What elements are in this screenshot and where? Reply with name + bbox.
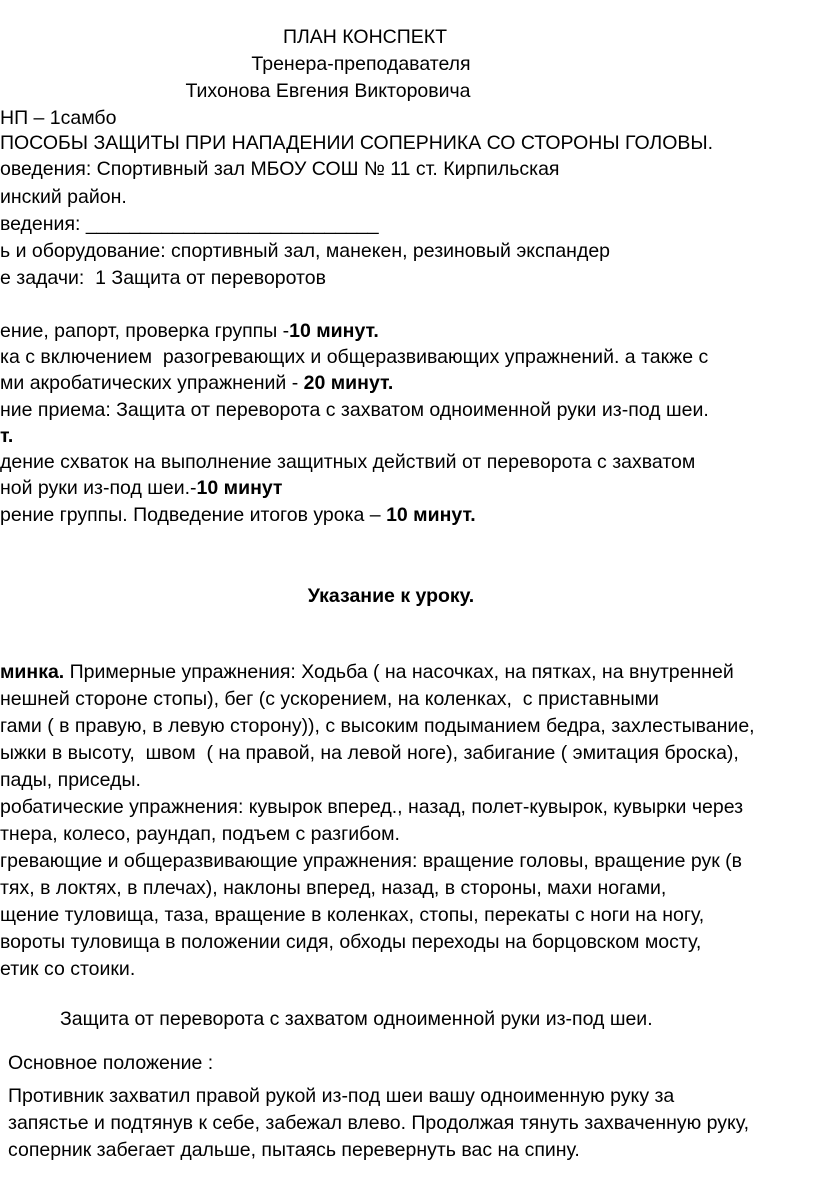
author-name: Тихонова Евгения Викторовича	[185, 80, 471, 102]
instructions-heading: Указание к уроку.	[307, 585, 475, 607]
date-line: ведения: ___________________________	[0, 213, 379, 235]
plan-item-3-line-2: т.	[0, 425, 14, 447]
warmup-line-2: нешней стороне стопы), бег (с ускорением, на коленках, с приставными	[0, 688, 659, 710]
general-line-5: етик со стоики.	[0, 958, 136, 980]
general-line-2: тях, в локтях, в плечах), наклоны вперед, назад, в стороны, махи ногами,	[0, 877, 667, 899]
technique-heading: Защита от переворота с захватом одноименной руки из-под шеи.	[60, 1008, 653, 1030]
warmup-line-5: пады, приседы.	[0, 769, 141, 791]
document-subtitle: Тренера-преподавателя	[251, 53, 471, 75]
general-line-3: щение туловища, таза, вращение в коленках, стопы, перекаты с ноги на ногу,	[0, 904, 705, 926]
plan-item-4-line-1: дение схваток на выполнение защитных действий от переворота с захватом	[0, 451, 696, 473]
technique-position: Основное положение :	[8, 1052, 214, 1074]
place-line: оведения: Спортивный зал МБОУ СОШ № 11 ст. Кирпильская	[0, 158, 560, 180]
general-line-4: вороты туловища в положении сидя, обходы переходы на борцовском мосту,	[0, 931, 702, 953]
group-line: НП – 1самбо	[0, 107, 117, 129]
plan-item-4-line-2: ной руки из-под шеи.-10 минут	[0, 477, 283, 499]
technique-desc-line-2: запястье и подтянув к себе, забежал влево. Продолжая тянуть захваченную руку,	[8, 1112, 750, 1134]
plan-item-2-line-2: ми акробатических упражнений - 20 минут.	[0, 372, 394, 394]
district-line: инский район.	[0, 186, 127, 208]
tasks-line: е задачи: 1 Защита от переворотов	[0, 267, 326, 289]
warmup-line-4: ыжки в высоту, швом ( на правой, на левой ноге), забигание ( эмитация броска),	[0, 742, 739, 764]
acrobatics-line-1: робатические упражнения: кувырок вперед., назад, полет-кувырок, кувырки через	[0, 796, 744, 818]
equipment-line: ь и оборудование: спортивный зал, манекен, резиновый экспандер	[0, 240, 611, 262]
warmup-line-3: гами ( в правую, в левую сторону)), с высоким подыманием бедра, захлестывание,	[0, 715, 755, 737]
general-line-1: гревающие и общеразвивающие упражнения: вращение головы, вращение рук (в	[0, 850, 743, 872]
plan-item-2-line-1: ка с включением разогревающих и общеразвивающих упражнений. а также с	[0, 346, 709, 368]
warmup-line-1: минка. Примерные упражнения: Ходьба ( на насочках, на пятках, на внутренней	[0, 661, 734, 683]
technique-desc-line-1: Противник захватил правой рукой из-под шеи вашу одноименную руку за	[8, 1085, 675, 1107]
technique-desc-line-3: соперник забегает дальше, пытаясь перевернуть вас на спину.	[8, 1139, 580, 1161]
plan-item-5: рение группы. Подведение итогов урока – 10 минут.	[0, 504, 476, 526]
acrobatics-line-2: тнера, колесо, раундап, подъем с разгибом.	[0, 823, 400, 845]
plan-item-3-line-1: ние приема: Защита от переворота с захватом одноименной руки из-под шеи.	[0, 399, 709, 421]
topic-line: ПОСОБЫ ЗАЩИТЫ ПРИ НАПАДЕНИИ СОПЕРНИКА СО СТОРОНЫ ГОЛОВЫ.	[0, 132, 714, 154]
plan-item-1: ение, рапорт, проверка группы -10 минут.	[0, 320, 379, 342]
document-title: ПЛАН КОНСПЕКТ	[282, 26, 448, 48]
